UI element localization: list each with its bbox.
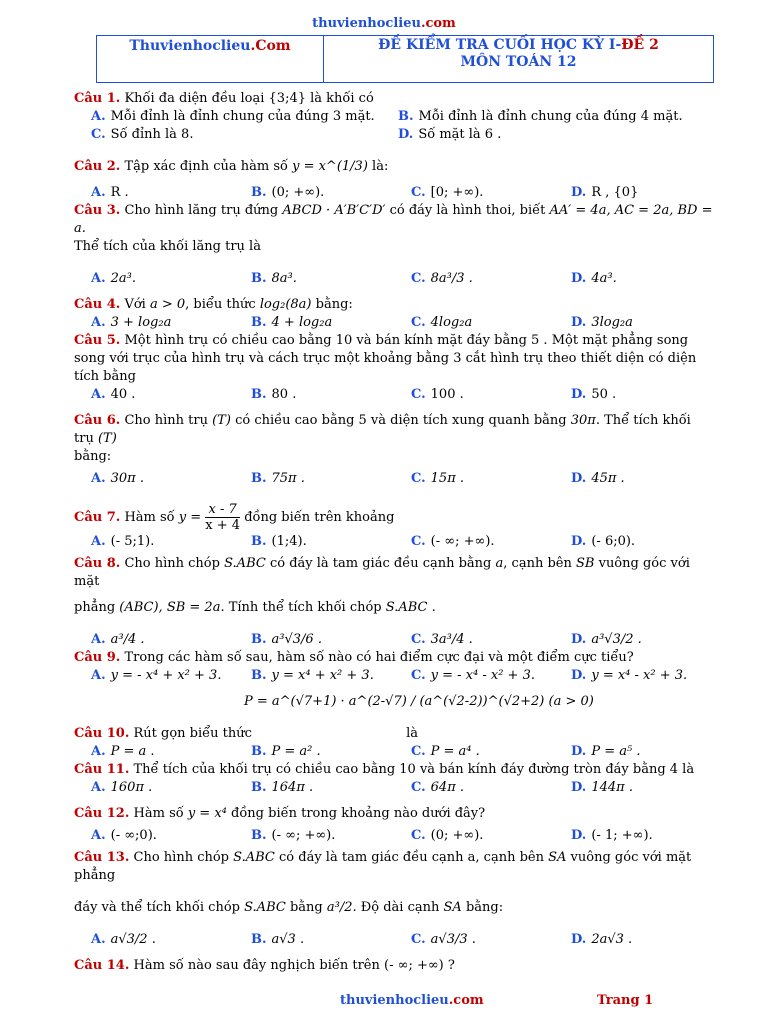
option-c[interactable]: C. (0; +∞).	[411, 828, 484, 843]
footer-site: thuvienhoclieu.com	[340, 993, 484, 1008]
option-a[interactable]: A. a√3/2 .	[91, 932, 156, 947]
option-b[interactable]: B. 75π .	[251, 471, 305, 486]
option-a[interactable]: A. 30π .	[91, 471, 144, 486]
question-5: Câu 5. Một hình trụ có chiều cao bằng 10 và bán kính mặt đáy bằng 5 . Một mặt phẳng song song với trục của hình trụ và cách trục một khoảng bằng 3 cắt hình trụ theo thiết diện có diện tích bằng	[74, 333, 697, 384]
option-d[interactable]: D. Số mặt là 6 .	[398, 127, 502, 142]
option-d[interactable]: D. 45π .	[571, 471, 625, 486]
options-1b	[74, 126, 714, 144]
question-8: Câu 8. Cho hình chóp S.ABC có đáy là tam giác đều cạnh bằng a, cạnh bên SB vuông góc với mặt	[74, 556, 690, 589]
option-a[interactable]: A. y = - x⁴ + x² + 3.	[91, 668, 222, 683]
option-a[interactable]: A. R .	[91, 185, 129, 200]
option-d[interactable]: D. a³√3/2 .	[571, 632, 642, 647]
options-9	[74, 667, 714, 685]
option-d[interactable]: D. 4a³.	[571, 271, 617, 286]
question-3-cont: Thể tích của khối lăng trụ là	[74, 239, 261, 254]
option-a[interactable]: A. (- ∞;0).	[91, 828, 157, 843]
option-a[interactable]: A. 40 .	[91, 387, 136, 402]
option-b[interactable]: B. 80 .	[251, 387, 297, 402]
question-list	[74, 90, 714, 975]
header-site: Thuvienhoclieu.Com	[97, 36, 324, 82]
option-c[interactable]: C. 64π .	[411, 780, 465, 795]
option-c[interactable]: C. 15π .	[411, 471, 465, 486]
option-a[interactable]: A. Mỗi đỉnh là đỉnh chung của đúng 3 mặt.	[91, 109, 375, 124]
options-13	[74, 931, 714, 949]
formula-fraction: $\frac{x - 7}{x + 4}$	[205, 502, 241, 533]
question-9: Câu 9. Trong các hàm số sau, hàm số nào có hai điểm cực đại và một điểm cực tiểu?	[74, 650, 634, 665]
option-d[interactable]: D. P = a⁵ .	[571, 744, 641, 759]
options-8	[74, 631, 714, 649]
option-d[interactable]: D. R , {0}	[571, 185, 639, 200]
option-b[interactable]: B. (1;4).	[251, 534, 307, 549]
option-d[interactable]: D. y = x⁴ - x² + 3.	[571, 668, 688, 683]
options-7	[74, 533, 714, 551]
option-d[interactable]: D. 2a√3 .	[571, 932, 633, 947]
option-c[interactable]: C. a√3/3 .	[411, 932, 476, 947]
option-a[interactable]: A. 2a³.	[91, 271, 136, 286]
option-b[interactable]: B. (- ∞; +∞).	[251, 828, 336, 843]
option-b[interactable]: B. a√3 .	[251, 932, 305, 947]
question-8-cont: phẳng (ABC), SB = 2a. Tính thể tích khối chóp S.ABC .	[74, 600, 436, 615]
question-7: Câu 7. Hàm số y = $\frac{x - 7}{x + 4}$ đồng biến trên khoảng	[74, 502, 395, 533]
question-12: Câu 12. Hàm số y = x⁴ đồng biến trong khoảng nào dưới đây?	[74, 806, 486, 821]
options-1	[74, 108, 714, 126]
option-a[interactable]: A. a³/4 .	[91, 632, 145, 647]
page-number: Trang 1	[597, 993, 654, 1008]
option-a[interactable]: A. (- 5;1).	[91, 534, 155, 549]
question-6-cont: bằng:	[74, 449, 112, 464]
options-4	[74, 314, 714, 332]
option-b[interactable]: B. P = a² .	[251, 744, 321, 759]
option-d[interactable]: D. 50 .	[571, 387, 617, 402]
question-2: Câu 2. Tập xác định của hàm số y = x^(1/3) là:	[74, 159, 389, 174]
option-d[interactable]: D. (- 6;0).	[571, 534, 636, 549]
option-b[interactable]: B. y = x⁴ + x² + 3.	[251, 668, 374, 683]
question-10-formula: P = a^(√7+1) · a^(2-√7) / (a^(√2-2))^(√2+2) (a > 0)	[244, 694, 594, 709]
option-d[interactable]: D. 144π .	[571, 780, 633, 795]
option-b[interactable]: B. a³√3/6 .	[251, 632, 322, 647]
option-d[interactable]: D. 3log₂a	[571, 315, 633, 330]
options-11	[74, 779, 714, 797]
option-c[interactable]: C. 8a³/3 .	[411, 271, 473, 286]
option-b[interactable]: B. 164π .	[251, 780, 314, 795]
option-a[interactable]: A. 3 + log₂a	[91, 315, 172, 330]
option-d[interactable]: D. (- 1; +∞).	[571, 828, 653, 843]
question-13: Câu 13. Cho hình chóp S.ABC có đáy là tam giác đều cạnh a, cạnh bên SA vuông góc với mặt phẳng	[74, 850, 692, 883]
question-4: Câu 4. Với a > 0, biểu thức log₂(8a) bằng:	[74, 297, 353, 312]
question-1: Câu 1. Khối đa diện đều loại {3;4} là khối có	[74, 91, 374, 106]
option-b[interactable]: B. 4 + log₂a	[251, 315, 333, 330]
option-c[interactable]: C. Số đỉnh là 8.	[91, 127, 194, 142]
option-a[interactable]: A. P = a .	[91, 744, 155, 759]
option-b[interactable]: B. Mỗi đỉnh là đỉnh chung của đúng 4 mặt.	[398, 109, 683, 124]
question-3: Câu 3. Cho hình lăng trụ đứng ABCD · A′B′C′D′ có đáy là hình thoi, biết AA′ = 4a, AC = 2a, BD = a.	[74, 203, 713, 236]
question-11: Câu 11. Thể tích của khối trụ có chiều cao bằng 10 và bán kính đáy đường tròn đáy bằng 4 là	[74, 762, 695, 777]
option-c[interactable]: C. P = a⁴ .	[411, 744, 480, 759]
option-c[interactable]: C. 3a³/4 .	[411, 632, 473, 647]
option-c[interactable]: C. y = - x⁴ - x² + 3.	[411, 668, 535, 683]
option-b[interactable]: B. 8a³.	[251, 271, 297, 286]
options-6	[74, 470, 714, 488]
question-14: Câu 14. Hàm số nào sau đây nghịch biến trên (- ∞; +∞) ?	[74, 958, 455, 973]
header-title: ĐỀ KIỂM TRA CUỐI HỌC KỲ I-ĐỀ 2 MÔN TOÁN 12	[378, 37, 659, 70]
question-13-cont: đáy và thể tích khối chóp S.ABC bằng a³/2. Độ dài cạnh SA bằng:	[74, 900, 504, 915]
site-title: thuvienhoclieu.com	[312, 16, 456, 31]
question-10: Câu 10. Rút gọn biểu thức là	[74, 726, 418, 741]
option-b[interactable]: B. (0; +∞).	[251, 185, 325, 200]
option-c[interactable]: C. [0; +∞).	[411, 185, 484, 200]
option-c[interactable]: C. 4log₂a	[411, 315, 473, 330]
options-2	[74, 184, 714, 202]
options-3	[74, 270, 714, 288]
option-a[interactable]: A. 160π .	[91, 780, 153, 795]
options-12	[74, 827, 714, 845]
options-5	[74, 386, 714, 404]
question-6: Câu 6. Cho hình trụ (T) có chiều cao bằng 5 và diện tích xung quanh bằng 30π. Thể tích khối trụ (T)	[74, 413, 691, 446]
options-10	[74, 743, 714, 761]
exam-header	[96, 35, 714, 83]
option-c[interactable]: C. 100 .	[411, 387, 464, 402]
option-c[interactable]: C. (- ∞; +∞).	[411, 534, 495, 549]
